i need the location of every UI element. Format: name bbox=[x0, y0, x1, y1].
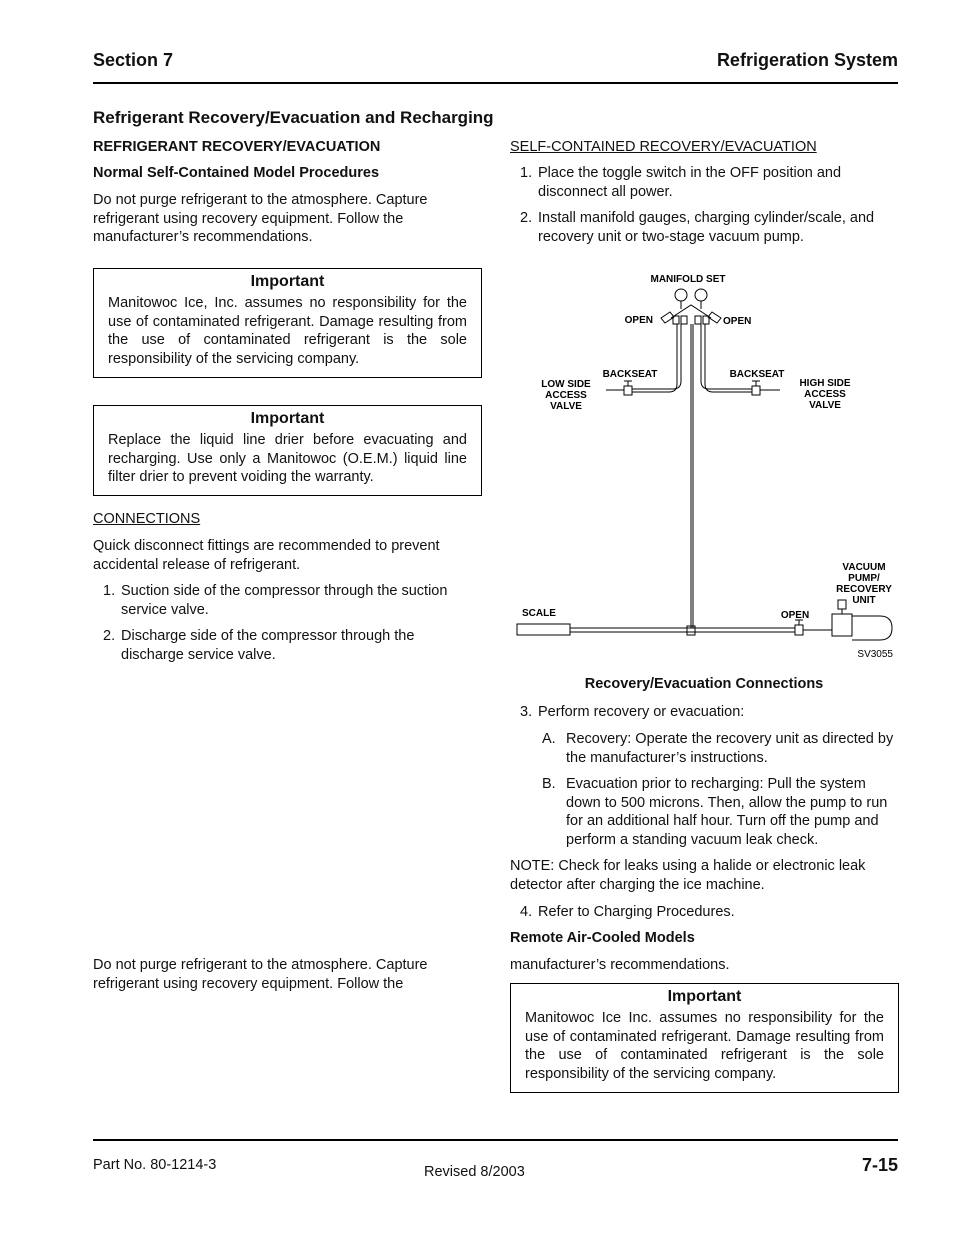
intro-paragraph: Do not purge refrigerant to the atmosphere. Capture refrigerant using recovery equipment. Follow the manufacturer’s recommendations. bbox=[93, 192, 428, 245]
list-item-text: Place the toggle switch in the OFF position and disconnect all power. bbox=[538, 165, 842, 200]
page-title: Refrigerant Recovery/Evacuation and Recharging bbox=[93, 108, 494, 127]
list-item-number: 3. bbox=[520, 704, 533, 720]
list-item-text: Discharge side of the compressor through the discharge service valve. bbox=[121, 628, 415, 663]
important-box-1 bbox=[93, 268, 482, 378]
vacuum-label-2: PUMP/ bbox=[848, 573, 880, 584]
list-item bbox=[520, 903, 900, 922]
vacuum-label-3: RECOVERY bbox=[836, 584, 892, 595]
list-item bbox=[103, 582, 478, 619]
note-paragraph: NOTE: Check for leaks using a halide or electronic leak detector after charging the ice machine. bbox=[510, 858, 866, 893]
list-item-number: 1. bbox=[520, 165, 533, 181]
list-item bbox=[542, 775, 898, 849]
vacuum-label-4: UNIT bbox=[852, 595, 876, 606]
important-box-2 bbox=[93, 405, 482, 496]
remote-heading: Remote Air-Cooled Models bbox=[510, 930, 695, 946]
revised-date: Revised 8/2003 bbox=[424, 1164, 525, 1180]
scale-label: SCALE bbox=[522, 608, 556, 619]
important-box-1-title: Important bbox=[250, 273, 325, 290]
left-bottom-paragraph: Do not purge refrigerant to the atmosphere. Capture refrigerant using recovery equipment. Follow the bbox=[93, 957, 428, 992]
list-item-text: Install manifold gauges, charging cylinder/scale, and recovery unit or two-stage vacuum pump. bbox=[538, 210, 875, 245]
backseat-right-label: BACKSEAT bbox=[729, 369, 785, 380]
part-number: Part No. 80-1214-3 bbox=[93, 1157, 217, 1173]
low-side-label-1: LOW SIDE bbox=[541, 379, 591, 390]
high-side-valve-icon bbox=[752, 386, 760, 395]
list-item bbox=[520, 164, 900, 201]
backseat-left-label: BACKSEAT bbox=[602, 369, 658, 380]
list-item-letter: A. bbox=[542, 731, 556, 747]
vacuum-label-1: VACUUM bbox=[842, 562, 886, 573]
list-item-text: Recovery: Operate the recovery unit as directed by the manufacturer’s instructions. bbox=[566, 731, 894, 766]
important-box-3-title: Important bbox=[667, 988, 742, 1005]
list-item-text: Refer to Charging Procedures. bbox=[538, 904, 735, 920]
important-box-1-text: Manitowoc Ice, Inc. assumes no responsibility for the use of contaminated refrigerant. Damage resulting from the use of contaminated refrigerant is the sole responsibility of the servicing company. bbox=[108, 295, 467, 367]
high-side-label-1: HIGH SIDE bbox=[799, 378, 851, 389]
important-box-3-text: Manitowoc Ice Inc. assumes no responsibility for the use of contaminated refrigerant. Damage resulting from the use of contaminated refrigerant is the sole responsibility of the servicing company. bbox=[525, 1010, 884, 1082]
footer-rule bbox=[93, 1139, 898, 1141]
list-item bbox=[520, 209, 900, 246]
open-bottom-label: OPEN bbox=[780, 610, 810, 621]
right-heading: SELF-CONTAINED RECOVERY/EVACUATION bbox=[510, 139, 817, 155]
open-left-label: OPEN bbox=[624, 315, 653, 326]
list-item bbox=[103, 627, 478, 664]
list-item bbox=[542, 730, 898, 767]
list-item-text: Evacuation prior to recharging: Pull the system down to 500 microns. Then, allow the pump to run for an additional half hour. Turn off the pump and perform a standing vacuum leak check. bbox=[566, 776, 888, 848]
figure-code: SV3055 bbox=[857, 649, 893, 660]
vacuum-pump-icon bbox=[832, 614, 852, 636]
left-subheading: Normal Self-Contained Model Procedures bbox=[93, 165, 380, 181]
low-side-valve-icon bbox=[624, 386, 632, 395]
list-item-number: 2. bbox=[103, 628, 116, 644]
important-box-2-text: Replace the liquid line drier before evacuating and recharging. Use only a Manitowoc (O.E.M.) liquid line filter drier to prevent voiding the warranty. bbox=[108, 432, 467, 485]
list-item-number: 4. bbox=[520, 904, 533, 920]
connections-heading: CONNECTIONS bbox=[93, 511, 201, 527]
list-item-text: Suction side of the compressor through the suction service valve. bbox=[121, 583, 448, 618]
page-number: 7-15 bbox=[861, 1155, 898, 1175]
high-gauge-icon bbox=[695, 289, 707, 301]
open-right-label: OPEN bbox=[723, 316, 752, 327]
low-gauge-icon bbox=[675, 289, 687, 301]
list-item-number: 2. bbox=[520, 210, 533, 226]
scale-icon bbox=[517, 624, 570, 635]
high-side-hose bbox=[705, 324, 752, 392]
high-side-label-2: ACCESS bbox=[804, 389, 846, 400]
low-side-hose bbox=[632, 324, 677, 392]
list-item bbox=[520, 703, 900, 722]
important-box-2-title: Important bbox=[250, 410, 325, 427]
low-side-label-3: VALVE bbox=[550, 401, 582, 412]
important-box-3 bbox=[510, 983, 899, 1093]
list-item-number: 1. bbox=[103, 583, 116, 599]
header-rule bbox=[93, 82, 898, 84]
section-label: Section 7 bbox=[93, 50, 174, 70]
chapter-title: Refrigeration System bbox=[716, 50, 898, 70]
remote-paragraph: manufacturer’s recommendations. bbox=[510, 957, 730, 973]
list-item-letter: B. bbox=[542, 776, 556, 792]
recovery-evacuation-diagram bbox=[505, 265, 905, 665]
figure-caption: Recovery/Evacuation Connections bbox=[584, 676, 824, 692]
connections-paragraph: Quick disconnect fittings are recommended to prevent accidental release of refrigerant. bbox=[93, 538, 440, 573]
list-item-text: Perform recovery or evacuation: bbox=[538, 704, 745, 720]
manifold-set-label: MANIFOLD SET bbox=[650, 274, 726, 285]
left-heading: REFRIGERANT RECOVERY/EVACUATION bbox=[93, 139, 381, 155]
pump-valve-icon bbox=[795, 625, 803, 635]
high-side-label-3: VALVE bbox=[809, 400, 841, 411]
low-side-label-2: ACCESS bbox=[545, 390, 587, 401]
